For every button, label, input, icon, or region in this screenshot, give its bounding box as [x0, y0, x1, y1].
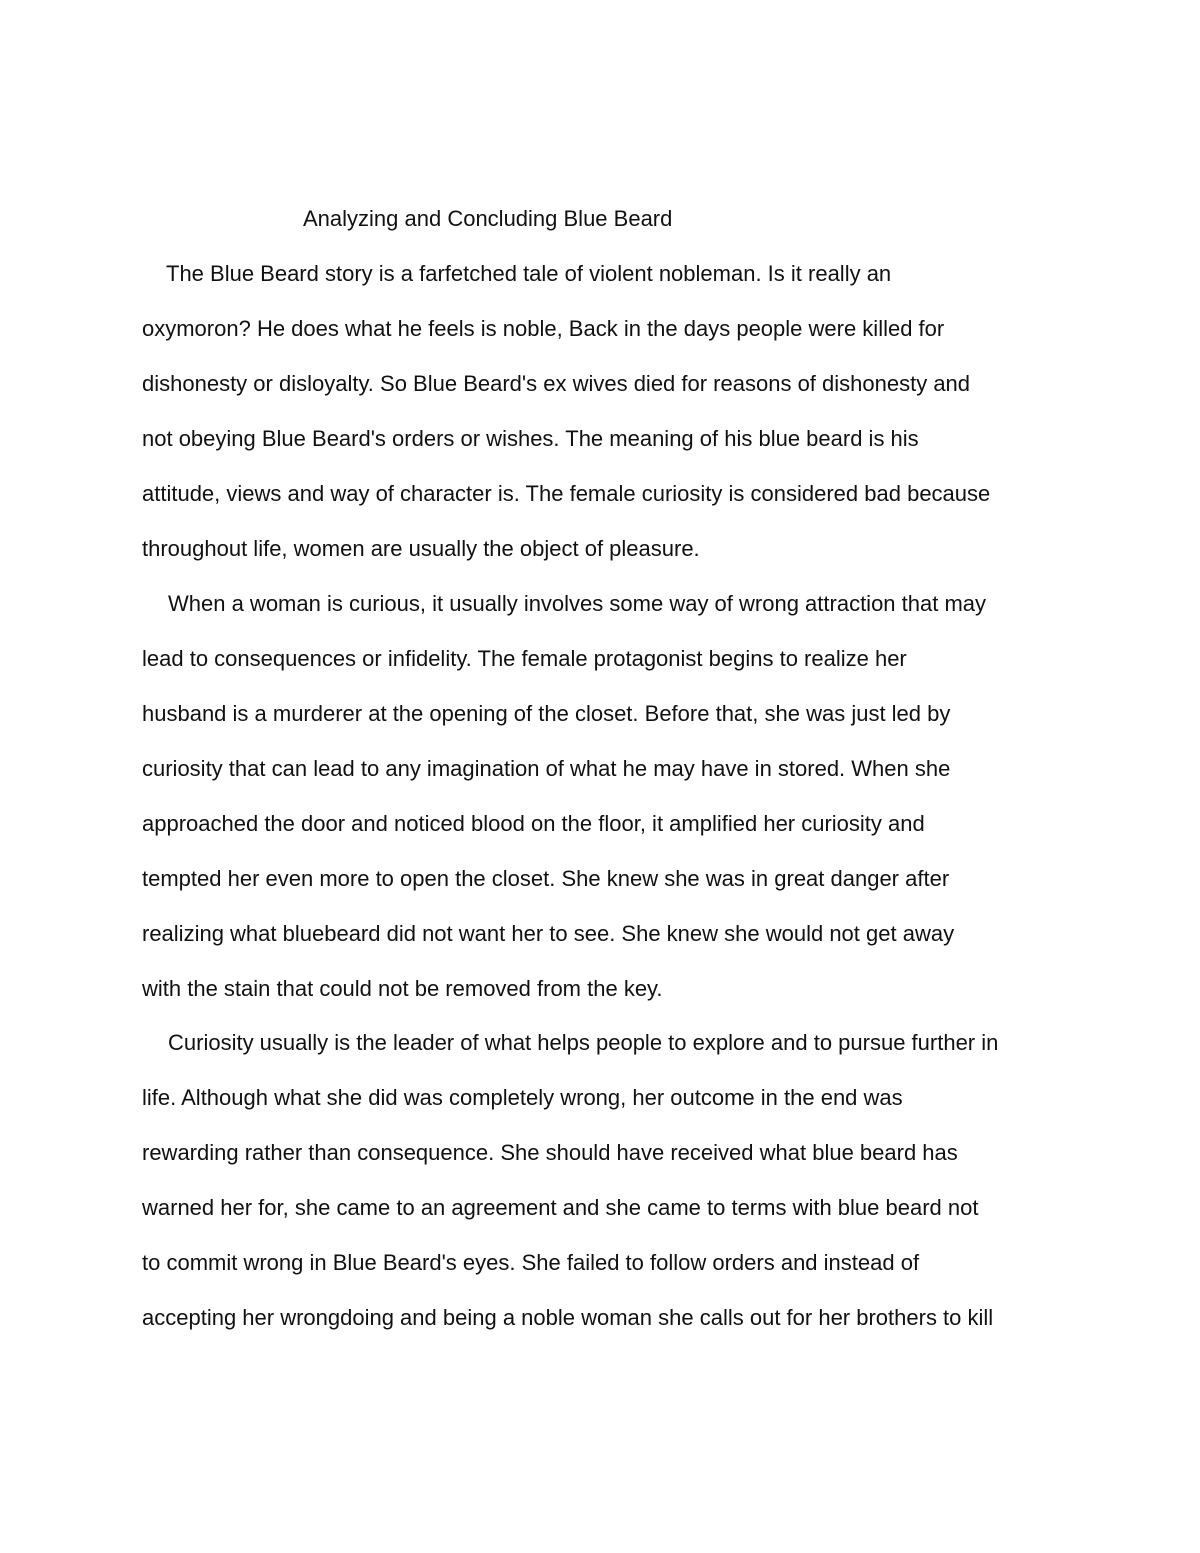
text-line: Curiosity usually is the leader of what helps people to explore and to pursue further in	[168, 1030, 999, 1055]
text-line: life. Although what she did was completely wrong, her outcome in the end was	[142, 1085, 903, 1110]
text-line: warned her for, she came to an agreement and she came to terms with blue beard not	[142, 1195, 979, 1220]
text-line: When a woman is curious, it usually involves some way of wrong attraction that may	[168, 591, 987, 616]
text-line: not obeying Blue Beard's orders or wishes. The meaning of his blue beard is his	[142, 426, 919, 451]
text-line: accepting her wrongdoing and being a noble woman she calls out for her brothers to kill	[142, 1305, 994, 1330]
document-title: Analyzing and Concluding Blue Beard	[303, 206, 673, 231]
text-line: oxymoron? He does what he feels is noble, Back in the days people were killed for	[142, 316, 945, 341]
text-line: rewarding rather than consequence. She should have received what blue beard has	[142, 1140, 958, 1165]
text-line: curiosity that can lead to any imagination of what he may have in stored. When she	[142, 756, 951, 781]
text-line: approached the door and noticed blood on the floor, it amplified her curiosity and	[142, 811, 925, 836]
text-line: tempted her even more to open the closet. She knew she was in great danger after	[142, 866, 950, 891]
text-line: The Blue Beard story is a farfetched tale of violent nobleman. Is it really an	[166, 261, 892, 286]
text-line: to commit wrong in Blue Beard's eyes. She failed to follow orders and instead of	[142, 1250, 920, 1275]
text-line: with the stain that could not be removed from the key.	[142, 976, 663, 1001]
text-line: throughout life, women are usually the object of pleasure.	[142, 536, 700, 561]
text-line: attitude, views and way of character is. The female curiosity is considered bad because	[142, 481, 991, 506]
text-line: husband is a murderer at the opening of the closet. Before that, she was just led by	[142, 701, 951, 726]
text-line: dishonesty or disloyalty. So Blue Beard's ex wives died for reasons of dishonesty and	[142, 371, 971, 396]
text-line: lead to consequences or infidelity. The female protagonist begins to realize her	[142, 646, 907, 671]
text-line: realizing what bluebeard did not want her to see. She knew she would not get away	[142, 921, 955, 946]
